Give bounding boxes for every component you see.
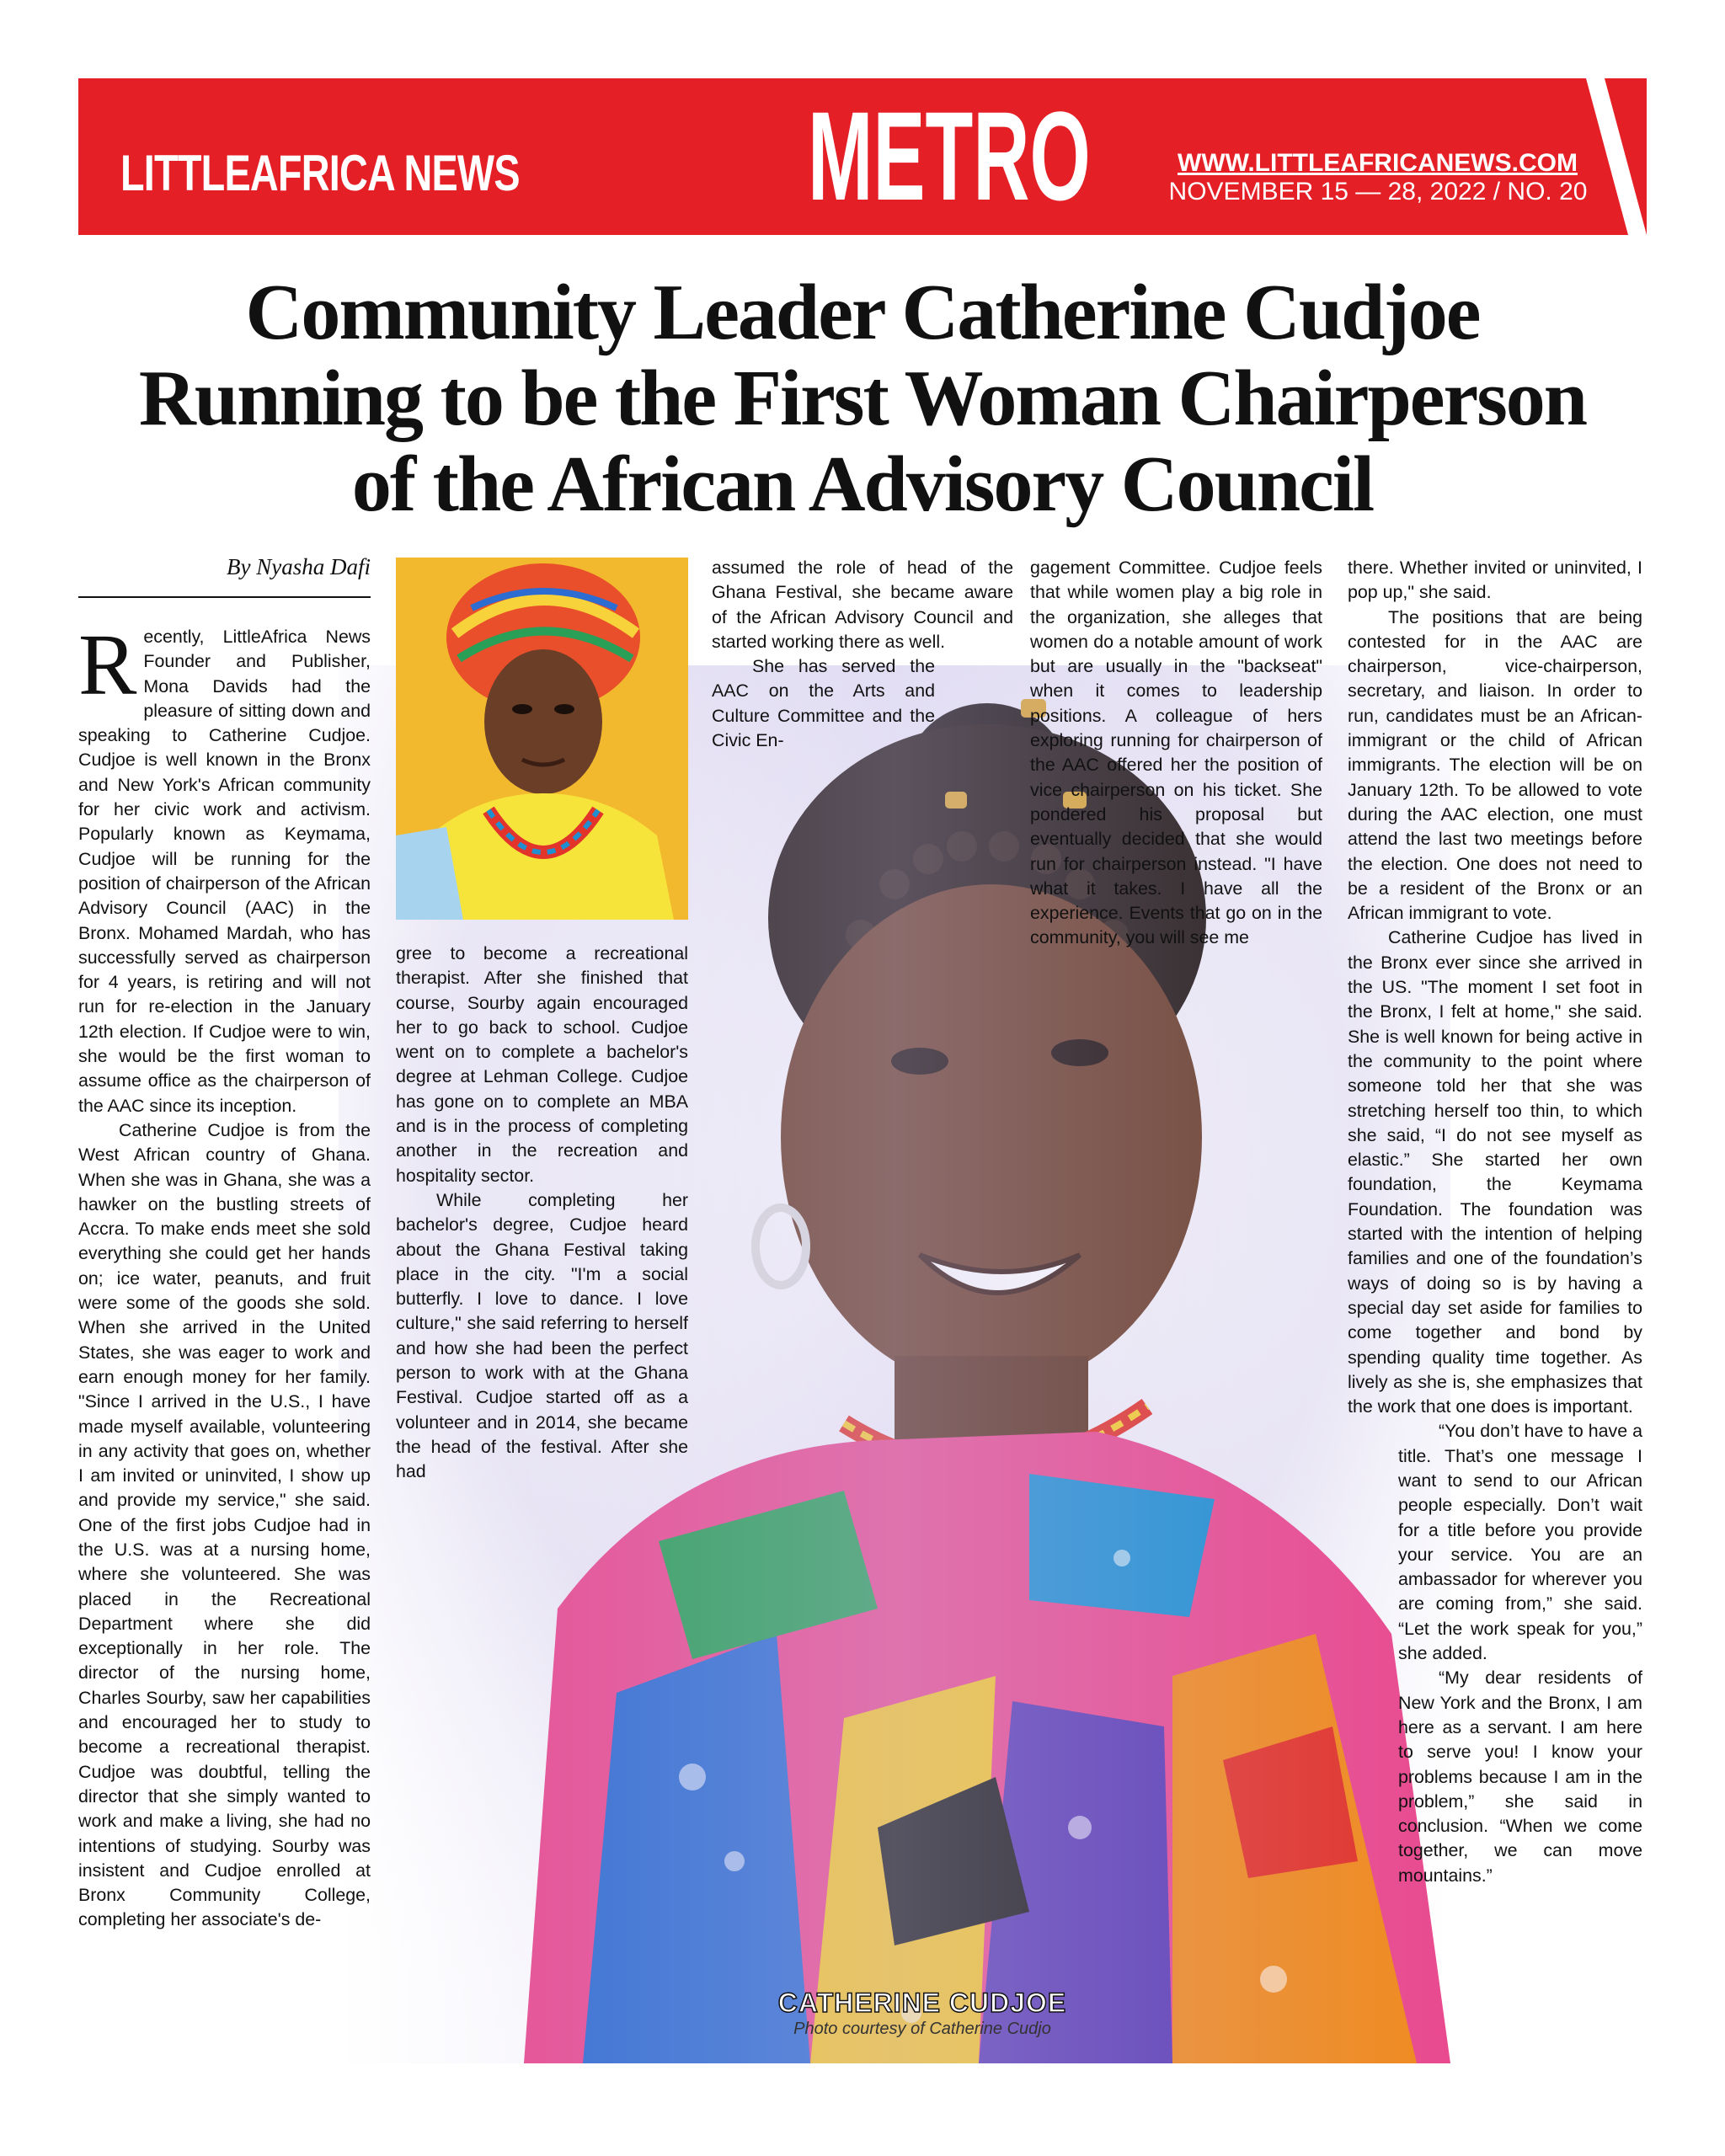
paragraph: assumed the role of head of the Ghana Festival, she became aware of the African Advisory Council and started working there as well. — [712, 558, 1013, 652]
article-headline — [51, 270, 1674, 527]
page-number: 5 — [1664, 97, 1711, 220]
article-column-3 — [712, 556, 1013, 753]
paragraph: The positions that are being contested for in the AAC are chairperson, vice-chairperson, secretary, and liaison. In order to run, candidates must be an African-immigrant or the child of African immigrants. The election will be on January 12th. To be allowed to vote during the AAC election, one must attend the last two meetings before the election. One does not need to be a resident of the Bronx or an African immigrant to vote. — [1348, 606, 1642, 924]
section-title: METRO — [808, 85, 1091, 227]
headline-line-3: of the African Advisory Council — [351, 440, 1374, 528]
photo-credit: Photo courtesy of Catherine Cudjo — [793, 2020, 1051, 2038]
paragraph: ecently, LittleAfrica News Founder and Publisher, Mona Davids had the pleasure of sitting down and speaking to Catherine Cudjoe. Cudjoe is well known in the Bronx and New York's African community for her civic work and activism. Popularly known as Keymama, Cudjoe will be running for the position of chairperson of the African Advisory Council (AAC) in the Bronx. Mohamed Mardah, who has successfully served as chairperson for 4 years, is retiring and will not run for re-election in the January 12th election. If Cudjoe were to win, she would be the first woman to assume office as the chairperson of the AAC since its inception. — [78, 627, 371, 1116]
article-column-2 — [396, 942, 688, 1485]
headline-line-1: Community Leader Catherine Cudjoe — [245, 269, 1480, 356]
article-column-5 — [1348, 556, 1642, 1888]
issue-date: NOVEMBER 15 — 28, 2022 / NO. 20 — [1168, 178, 1588, 205]
paragraph: gree to become a recreational therapist. After she finished that course, Sourby again encouraged her to go back to school. Cudjoe went on to complete a bachelor's degree at Lehman College. Cudjoe has gone on to complete an MBA and is in the process of completing another in the recreation and hospitality sector. — [396, 943, 688, 1186]
paragraph: there. Whether invited or uninvited, I pop up," she said. — [1348, 558, 1642, 603]
masthead-banner — [78, 78, 1711, 235]
paragraph: “My dear residents of New York and the Bronx, I am here as a servant. I am here to serve you! I know your problems because I am in the problem,” she said in conclusion. “When we come together, we can move mountains.” — [1398, 1668, 1642, 1886]
headline-line-2: Running to be the First Woman Chairperson — [138, 355, 1587, 442]
paragraph: She has served the AAC on the Arts and Culture Committee and the Civic En- — [712, 656, 935, 751]
website-link[interactable]: WWW.LITTLEAFRICANEWS.COM — [1178, 149, 1578, 177]
paragraph: While completing her bachelor's degree, Cudjoe heard about the Ghana Festival taking place in the city. "I'm a social butterfly. I love to dance. I love culture," she said referring to herself and how she had been the perfect person to work with at the Ghana Festival. Cudjoe started off as a volunteer and in 2014, she became the head of the festival. After she had — [396, 1189, 688, 1482]
article-column-1 — [78, 616, 371, 1933]
byline: By Nyasha Dafi — [227, 554, 371, 579]
paragraph: Catherine Cudjoe has lived in the Bronx ever since she arrived in the US. "The moment I set foot in the Bronx, I felt at home," she said. She is well known for being active in the community to the point where someone told her that she was stretching herself too thin, to which she said, “I do not see myself as elastic.” She started her own foundation, the Keymama Foundation. The foundation was started with the intention of helping families and one of the foundation’s ways of doing so is by having a special day set aside for families to come together and bond by spending quality time together. As lively as she is, she emphasizes that the work that one does is important. — [1348, 927, 1642, 1417]
drop-cap: R — [78, 616, 137, 713]
portrait-photo-inset — [396, 558, 688, 920]
photo-caption: CATHERINE CUDJOE — [777, 1988, 1067, 2018]
paragraph: Catherine Cudjoe is from the West African country of Ghana. When she was in Ghana, she was a hawker on the bustling streets of Accra. To make ends meet she sold everything she could get her hands on; ice water, peanuts, and fruit were some of the goods she sold. When she arrived in the United States, she was eager to work and earn enough money for her family. "Since I arrived in the U.S., I have made myself available, volunteering in any activity that goes on, whether I am invited or uninvited, I show up and provide my service," she said. One of the first jobs Cudjoe had in the U.S. was at a nursing home, where she volunteered. She was placed in the Recreational Department where she did exceptionally in her role. The director of the nursing home, Charles Sourby, saw her capabilities and encouraged her to study to become a recreational therapist. Cudjoe was doubtful, telling the director that she simply wanted to work and make a living, she had no intentions of studying. Sourby was insistent and Cudjoe enrolled at Bronx Community College, completing her associate's de- — [78, 1119, 371, 1930]
paragraph: gagement Committee. Cudjoe feels that while women play a big role in the organization, she alleges that women do a notable amount of work but are usually in the "backseat" when it comes to leadership positions. A colleague of hers exploring running for chairperson of the AAC offered her the position of vice chairperson on his ticket. She pondered his proposal but eventually decided that she would run for chairperson instead. "I have what it takes. I have all the experience. Events that go on in the community, you will see me — [1030, 558, 1322, 948]
article-column-4 — [1030, 556, 1322, 951]
paragraph: “You don’t have to have a title. That’s one message I want to send to our African people especially. Don’t wait for a title before you provide your service. You are an ambassador for wherever you are coming from,” she said. “Let the work speak for you,” she added. — [1398, 1421, 1642, 1664]
byline-divider — [78, 596, 371, 598]
brand-name: LITTLEAFRICA NEWS — [120, 145, 520, 201]
